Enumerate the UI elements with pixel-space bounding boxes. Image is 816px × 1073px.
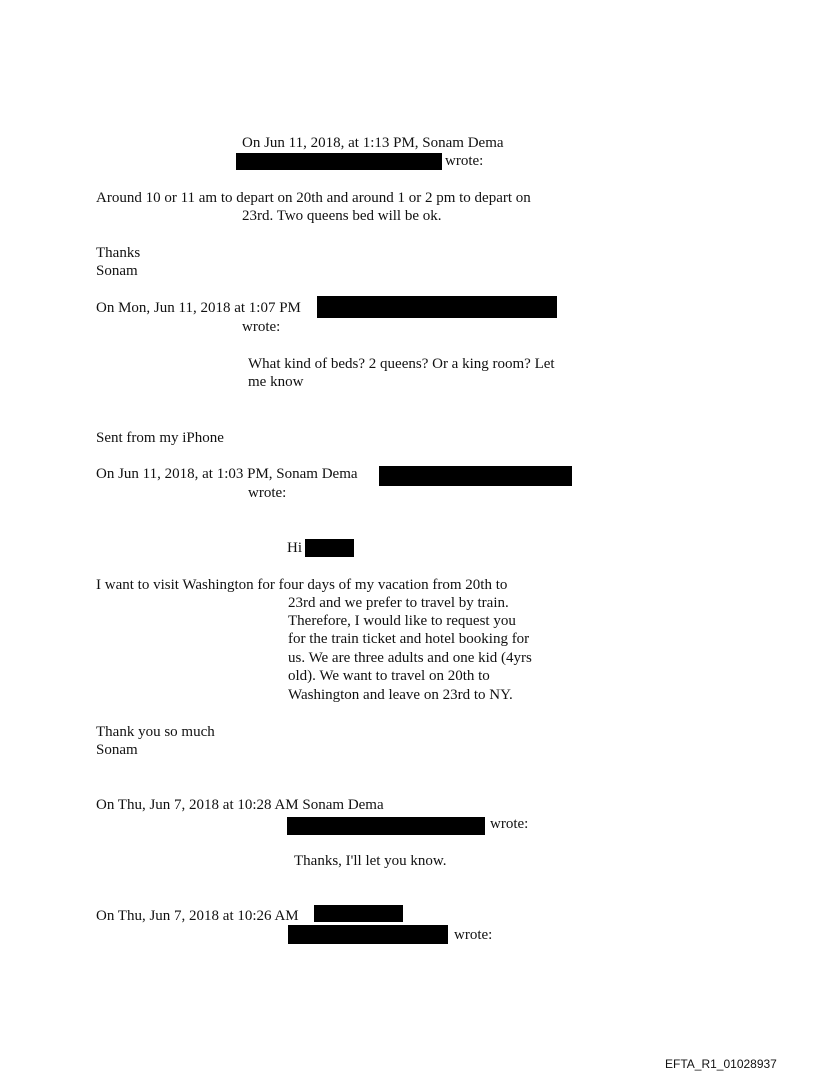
reply-header-line: On Thu, Jun 7, 2018 at 10:26 AM: [96, 908, 299, 924]
message-text: What kind of beds? 2 queens? Or a king room? Let: [248, 356, 555, 372]
reply-header-wrote: wrote:: [454, 927, 493, 943]
message-text: Around 10 or 11 am to depart on 20th and around 1 or 2 pm to depart on: [96, 190, 531, 206]
message-text: for the train ticket and hotel booking for: [288, 631, 530, 647]
message-signature: Sonam: [96, 263, 138, 279]
document-id: EFTA_R1_01028937: [665, 1057, 777, 1071]
message-text: Washington and leave on 23rd to NY.: [288, 687, 513, 703]
reply-header-line: On Thu, Jun 7, 2018 at 10:28 AM Sonam Dema: [96, 797, 384, 813]
reply-header-line: On Jun 11, 2018, at 1:03 PM, Sonam Dema: [96, 466, 358, 482]
message-greeting: Hi: [287, 540, 302, 556]
redaction-bar: [288, 925, 448, 944]
message-text: me know: [248, 374, 304, 390]
message-text: 23rd and we prefer to travel by train.: [288, 595, 509, 611]
message-text: Thanks, I'll let you know.: [294, 853, 447, 869]
message-text: us. We are three adults and one kid (4yrs: [288, 650, 532, 666]
reply-header-wrote: wrote:: [242, 319, 281, 335]
sent-from-signature: Sent from my iPhone: [96, 430, 224, 446]
message-text: 23rd. Two queens bed will be ok.: [242, 208, 442, 224]
message-text: Therefore, I would like to request you: [288, 613, 516, 629]
redaction-bar: [305, 539, 354, 557]
redaction-bar: [287, 817, 485, 835]
reply-header-line: On Jun 11, 2018, at 1:13 PM, Sonam Dema: [242, 135, 504, 151]
message-signature: Sonam: [96, 742, 138, 758]
reply-header-wrote: wrote:: [248, 485, 287, 501]
redaction-bar: [317, 296, 557, 318]
message-closing: Thank you so much: [96, 724, 215, 740]
redaction-bar: [236, 153, 442, 170]
reply-header-wrote: wrote:: [490, 816, 529, 832]
redaction-bar: [314, 905, 403, 922]
message-text: old). We want to travel on 20th to: [288, 668, 490, 684]
message-closing: Thanks: [96, 245, 141, 261]
reply-header-line: On Mon, Jun 11, 2018 at 1:07 PM: [96, 300, 301, 316]
message-text: I want to visit Washington for four days of my vacation from 20th to: [96, 577, 508, 593]
reply-header-wrote: wrote:: [445, 153, 484, 169]
redaction-bar: [379, 466, 572, 486]
